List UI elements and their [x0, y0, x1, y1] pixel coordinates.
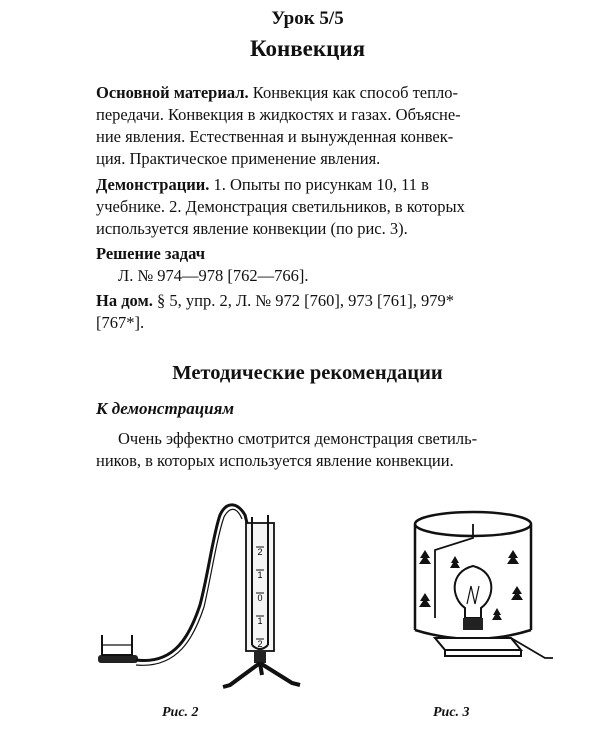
bulb-socket: [463, 618, 483, 630]
methodical-title: Методические рекомендации: [172, 362, 443, 384]
main-material-line-3: ние явления. Естественная и вынужденная конвек-: [96, 127, 454, 146]
problems-label: Решение задач: [96, 244, 206, 263]
tripod-leg-right: [260, 663, 300, 685]
demonstrations-line-1: 1. Опыты по рисункам 10, 11 в: [213, 175, 429, 194]
main-material-line-2: передачи. Конвекция в жидкостях и газах. Объясне-: [96, 105, 461, 124]
main-material-line-1: Конвекция как способ тепло-: [252, 83, 458, 102]
manometer-clamp: [254, 651, 266, 663]
connecting-tube: [136, 505, 248, 661]
problems-line: Л. № 974—978 [762—766].: [118, 266, 309, 285]
main-material-paragraph: [96, 82, 576, 170]
lesson-title: Конвекция: [249, 36, 366, 61]
demonstrations-line-2: учебнике. 2. Демонстрация светильников, в которых: [96, 197, 465, 216]
problems-paragraph: [96, 243, 576, 287]
figure-3-convection-lamp: [395, 508, 555, 673]
scale-label-top-1: 1: [257, 570, 263, 580]
light-bulb: [455, 566, 492, 618]
main-material-line-4: ция. Практическое применение явления.: [96, 149, 381, 168]
homework-label: На дом.: [96, 291, 153, 310]
figure-2-caption: Рис. 2: [162, 705, 199, 720]
lamp-base: [435, 638, 521, 650]
scale-label-top-2: 2: [257, 547, 263, 557]
methodical-subtitle: К демонстрациям: [96, 399, 235, 418]
demonstrations-line-3: используется явление конвекции (по рис. 3).: [96, 219, 408, 238]
methodical-line-1: Очень эффектно смотрится демонстрация светиль-: [118, 429, 478, 448]
scale-label-bottom-1: 1: [257, 616, 263, 626]
methodical-paragraph: [96, 428, 576, 472]
lesson-number: Урок 5/5: [271, 8, 344, 29]
beaker-stand: [98, 655, 138, 663]
homework-line-1: § 5, упр. 2, Л. № 972 [760], 973 [761], 979*: [156, 291, 454, 310]
scale-label-zero: 0: [257, 593, 263, 603]
demonstrations-paragraph: [96, 174, 576, 240]
tripod-leg-left: [223, 663, 260, 687]
figure-3-caption: Рис. 3: [433, 705, 470, 720]
tripod-leg-center: [260, 663, 262, 675]
methodical-line-2: ников, в которых используется явление конвекции.: [96, 451, 454, 470]
homework-paragraph: [96, 290, 576, 334]
main-material-label: Основной материал.: [96, 83, 249, 102]
manometer-body: [246, 523, 274, 651]
demonstrations-label: Демонстрации.: [96, 175, 210, 194]
homework-line-2: [767*].: [96, 313, 145, 332]
figure-2-manometer: [80, 495, 310, 695]
scale-label-bottom-2: 2: [257, 639, 263, 649]
